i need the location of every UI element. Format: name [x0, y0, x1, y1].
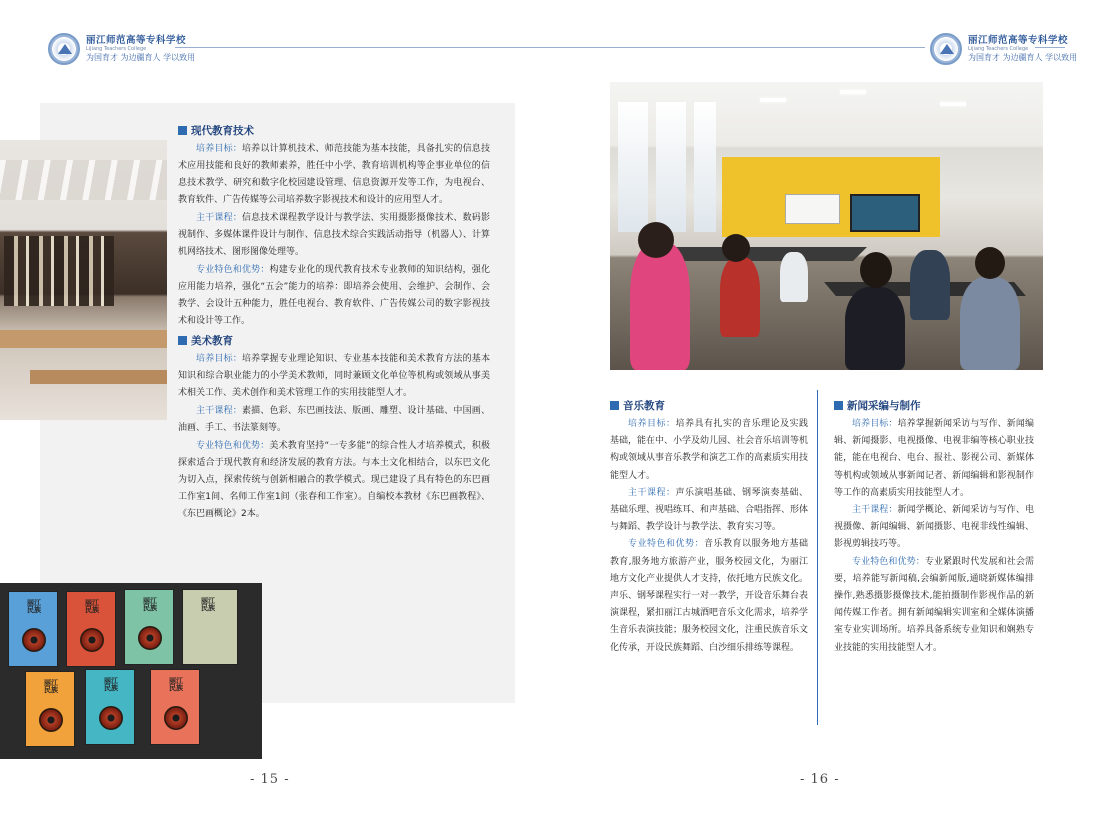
- section-paragraph: 主干课程：素描、色彩、东巴画技法、版画、雕塑、设计基础、中国画、油画、手工、书法篆刻等。: [178, 406, 490, 433]
- college-logo-left: [48, 33, 195, 65]
- section-paragraph: 专业特色和优势：音乐教育以服务地方基础教育,服务地方旅游产业，服务校园文化，为丽江地方文化产业提供人才支持，依托地方民族文化。声乐、钢琴课程实行一对一教学，开设音乐舞台表演课程，紧扣丽江古城酒吧音乐文化需求，培养学生音乐表演技能；服务校园文化，注重民族音乐文化传承，开设民族舞蹈、白沙细乐排练等课程。: [610, 539, 809, 653]
- page16-right-column: [834, 398, 1034, 657]
- textbook: 丽江民族: [150, 669, 200, 745]
- square-bullet-icon: [178, 336, 187, 345]
- square-bullet-icon: [834, 401, 843, 410]
- textbook: 丽江民族: [66, 591, 116, 667]
- textbook: 丽江民族: [8, 591, 58, 667]
- square-bullet-icon: [178, 126, 187, 135]
- section-heading: 音乐教育: [610, 398, 808, 413]
- textbook: 丽江民族: [25, 671, 75, 747]
- textbook: 丽江民族: [124, 589, 174, 665]
- section-heading: 新闻采编与制作: [834, 398, 1034, 413]
- page15-text-column: [178, 123, 490, 524]
- section-paragraph: 培养目标：培养以计算机技术、师范技能为基本技能，具备扎实的信息技术应用技能和良好的教师素养，胜任中小学、教育培训机构等企事业单位的信息技术教学、研究和数字化校园建设管理、信息资源开发等工作，为电视台、教育软件、广告传媒等公司培养数字影视技术和设计的应用型人才。: [178, 144, 490, 205]
- header-rule: [175, 47, 925, 48]
- square-bullet-icon: [610, 401, 619, 410]
- textbook: 丽江民族: [85, 669, 135, 745]
- textbooks-photo: [0, 583, 262, 759]
- section-paragraph: 主干课程：声乐演唱基础、钢琴演奏基础、基础乐理、视唱练耳、和声基础、合唱指挥、形体与舞蹈、教学设计与教学法、教育实习等。: [610, 487, 809, 533]
- section-paragraph: 主干课程：信息技术课程教学设计与教学法、实用摄影摄像技术、数码影视制作、多媒体课件设计与制作、信息技术综合实践活动指导（机器人）、计算机网络技术、图形图像处理等。: [178, 213, 490, 257]
- section-paragraph: 培养目标：培养掌握专业理论知识、专业基本技能和美术教育方法的基本知识和综合职业能力的小学美术教师，同时兼顾文化单位等机构或领域从事美术相关工作、美术创作和美术管理工作的实用技能型人才。: [178, 354, 490, 398]
- section-heading: 现代教育技术: [178, 123, 490, 138]
- college-emblem-icon: [930, 33, 962, 65]
- section-paragraph: 专业特色和优势：构建专业化的现代教育技术专业教师的知识结构，强化应用能力培养，强化“五会”能力的培养：即培养会使用、会维护、会制作、会教学、会设计五种能力，胜任电视台、教育软件、广告传媒公司的数字影视技术和设计等工作。: [178, 265, 490, 326]
- page16-left-column: [610, 398, 808, 657]
- section-paragraph: 培养目标：培养掌握新闻采访与写作、新闻编辑、新闻摄影、电视摄像、电视非编等核心职业技能，能在电视台、电台、报社、影视公司、新媒体等机构或领域从事新闻记者、新闻编辑和影视制作等工作的高素质实用技能型人才。: [834, 419, 1034, 498]
- college-logo-right: [930, 33, 1077, 65]
- section-paragraph: 培养目标：培养具有扎实的音乐理论及实践基础，能在中、小学及幼儿园、社会音乐培训等机构或领域从事音乐教学和演艺工作的高素质实用技能型人才。: [610, 419, 809, 481]
- section-paragraph: 专业特色和优势：专业紧跟时代发展和社会需要，培养能写新闻稿,会编新闻版,通晓新媒体编排操作,熟悉摄影摄像技术,能拍摄制作影视作品的新闻传媒工作者。拥有新闻编辑实训室和全媒体演播室专业实训场所。培养具备系统专业知识和娴熟专业技能的实用技能型人才。: [834, 556, 1034, 653]
- logo-motto: 为国育才 为边疆育人 学以致用: [86, 52, 196, 62]
- page-number-16: - 16 -: [800, 772, 840, 787]
- college-emblem-icon: [48, 33, 80, 65]
- textbook: 丽江民族: [182, 589, 238, 665]
- logo-name: 丽江师范高等专科学校: [968, 35, 1069, 47]
- logo-english-name: Lijiang Teachers College: [86, 45, 147, 52]
- section-heading: 美术教育: [178, 333, 490, 348]
- section-paragraph: 主干课程：新闻学概论、新闻采访与写作、电视摄像、新闻编辑、新闻摄影、电视非线性编辑、影视剪辑技巧等。: [834, 505, 1034, 550]
- page-number-15: - 15 -: [250, 772, 290, 787]
- column-divider: [817, 390, 818, 725]
- logo-english-name: Lijiang Teachers College: [968, 45, 1029, 52]
- section-paragraph: 专业特色和优势：美术教育坚持“一专多能”的综合性人才培养模式，积极探索适合于现代教育和经济发展的教育方法。与本土文化相结合，以东巴文化为切入点，探索传统与创新相融合的教学模式。现已建设了具有特色的东巴画工作室1间、名师工作室1间（张春和工作室）。自编校本教材《东巴画教程》、《东巴画概论》2本。: [178, 441, 490, 519]
- header-rule: [1035, 47, 1065, 48]
- logo-motto: 为国育才 为边疆育人 学以致用: [968, 52, 1078, 62]
- music-classroom-photo: [610, 82, 1043, 370]
- library-photo: [0, 140, 167, 420]
- logo-name: 丽江师范高等专科学校: [86, 35, 187, 47]
